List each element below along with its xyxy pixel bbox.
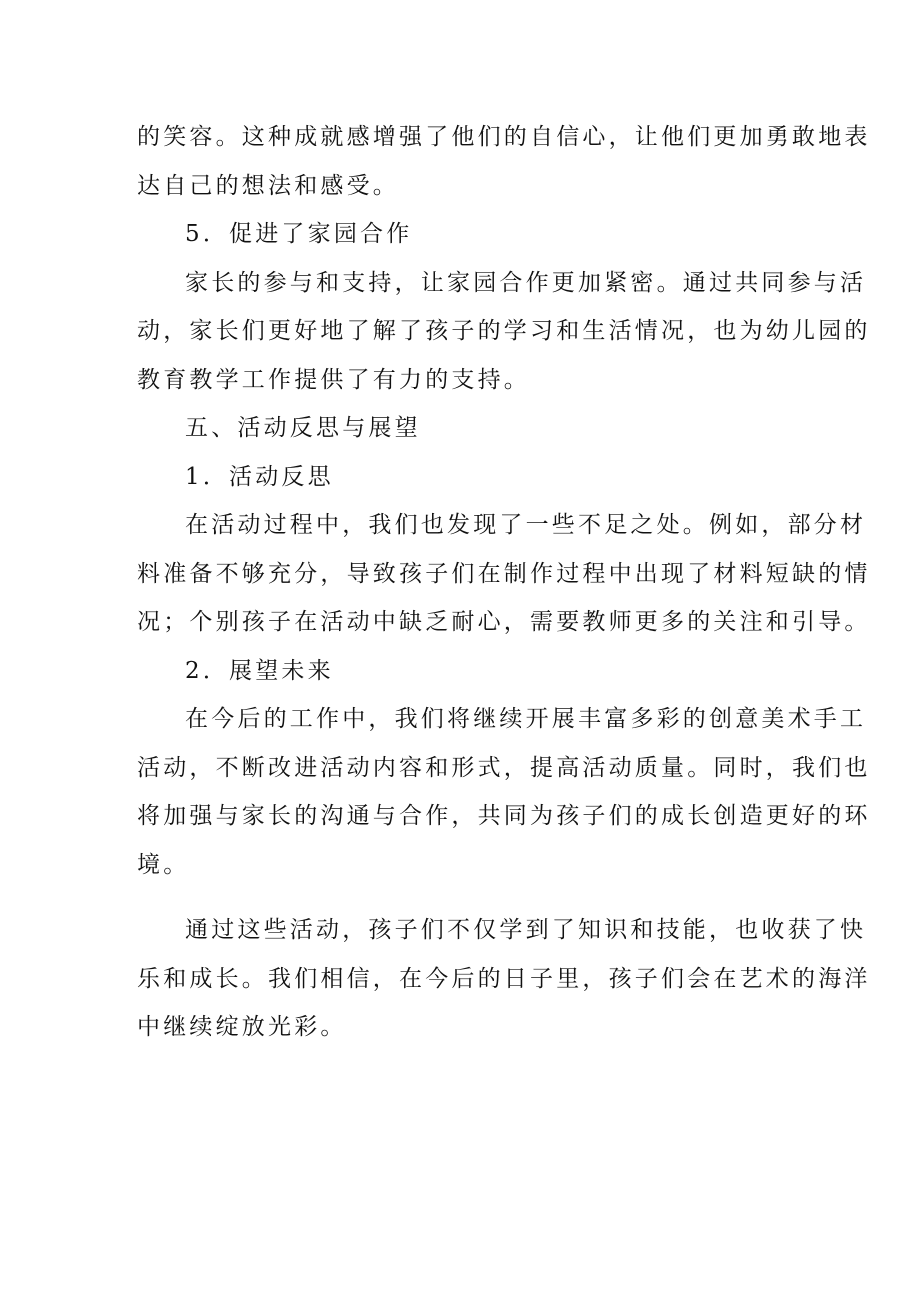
document-body [137,113,871,1052]
text-line: 中继续绽放光彩。 [137,1014,347,1040]
text-line: 在活动过程中，我们也发现了一些不足之处。例如，部分材 [185,512,867,538]
heading-text: 2．展望未来 [185,657,334,684]
paragraph-shortcomings [137,501,871,647]
paragraph-future-plans [137,695,871,889]
text-line: 况；个别孩子在活动中缺乏耐心，需要教师更多的关注和引导。 [137,609,871,635]
text-line: 将加强与家长的沟通与合作，共同为孩子们的成长创造更好的环 [137,803,871,829]
text-line: 通过这些活动，孩子们不仅学到了知识和技能，也收获了快 [185,917,867,943]
text-line: 在今后的工作中，我们将继续开展丰富多彩的创意美术手工 [185,706,867,732]
text-line: 料准备不够充分，导致孩子们在制作过程中出现了材料短缺的情 [137,560,871,587]
heading-text: 5．促进了家园合作 [185,221,413,247]
heading-activity-reflection [137,453,792,502]
text-line: 达自己的想法和感受。 [137,172,399,199]
text-line: 境。 [137,851,190,878]
text-line: 教育教学工作提供了有力的支持。 [137,366,530,393]
heading-future-outlook [137,647,792,696]
heading-text: 五、活动反思与展望 [185,415,421,441]
paragraph-conclusion [137,906,871,1052]
text-line: 的笑容。这种成就感增强了他们的自信心，让他们更加勇敢地表 [137,124,871,150]
heading-home-school-cooperation [137,210,792,259]
text-line: 乐和成长。我们相信，在今后的日子里，孩子们会在艺术的海洋 [137,965,871,992]
text-line: 家长的参与和支持，让家园合作更加紧密。通过共同参与活 [185,269,867,296]
paragraph-parent-participation [137,259,871,405]
heading-text: 1．活动反思 [185,463,334,490]
text-line: 活动，不断改进活动内容和形式，提高活动质量。同时，我们也 [137,754,871,781]
heading-reflection-and-outlook [137,404,792,453]
text-line: 动，家长们更好地了解了孩子的学习和生活情况，也为幼儿园的 [137,318,871,344]
paragraph-confidence [137,113,871,210]
